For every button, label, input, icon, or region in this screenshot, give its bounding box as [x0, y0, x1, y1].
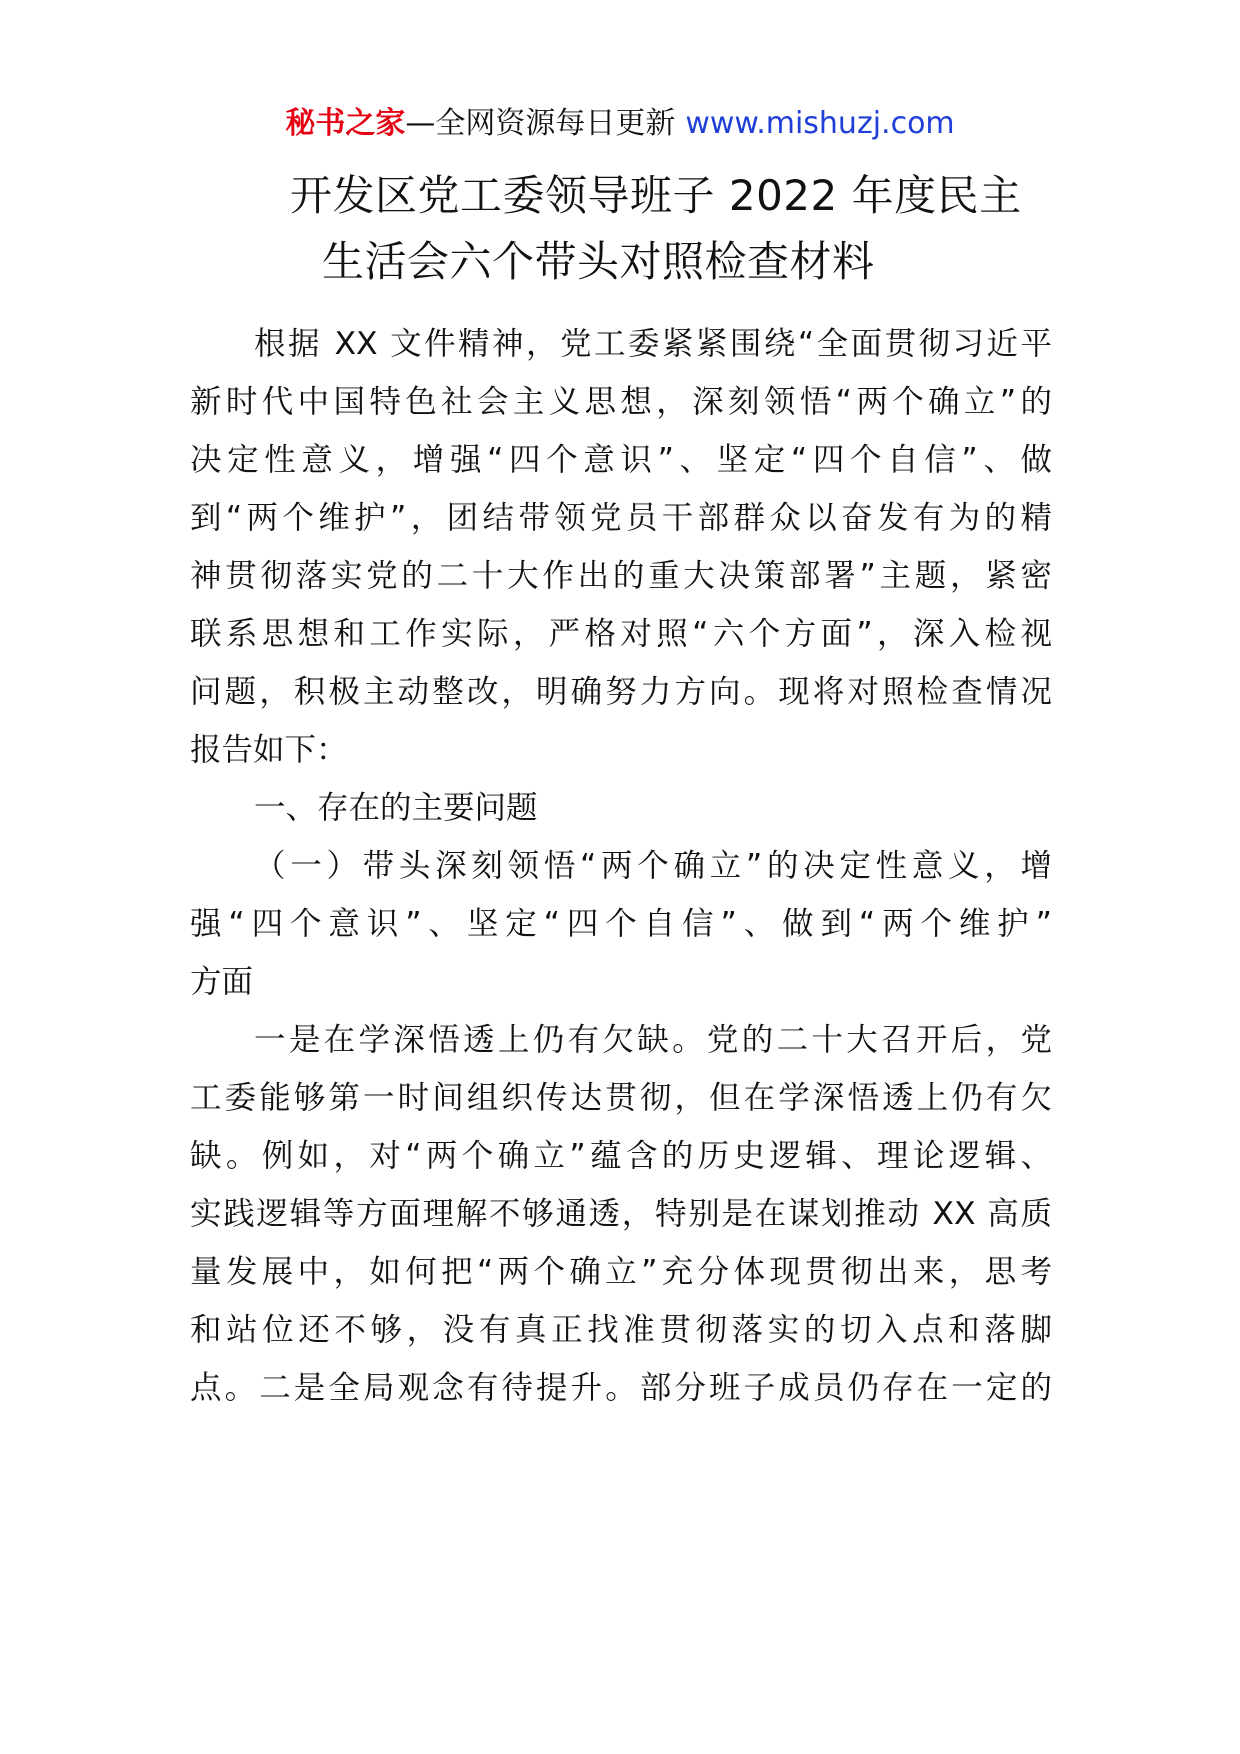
document-title-line-2: 生活会六个带头对照检查材料 — [322, 237, 875, 286]
body-line-2: 新时代中国特色社会主义思想，深刻领悟“两个确立”的 — [190, 384, 1052, 420]
brand-name: 秘书之家 — [285, 106, 406, 141]
subsection-heading-line-3: 方面 — [190, 964, 254, 1000]
section-heading-1: 一、存在的主要问题 — [254, 790, 538, 826]
body-line-13: 量发展中，如何把“两个确立”充分体现贯彻出来，思考 — [190, 1254, 1052, 1290]
body-line-8: 报告如下： — [190, 732, 348, 768]
body-line-15: 点。二是全局观念有待提升。部分班子成员仍存在一定的 — [190, 1370, 1052, 1406]
body-line-10: 工委能够第一时间组织传达贯彻，但在学深悟透上仍有欠 — [190, 1080, 1052, 1116]
body-line-14: 和站位还不够，没有真正找准贯彻落实的切入点和落脚 — [190, 1312, 1052, 1348]
subsection-heading-line-2: 强“四个意识”、坚定“四个自信”、做到“两个维护” — [190, 906, 1052, 942]
body-line-9: 一是在学深悟透上仍有欠缺。党的二十大召开后，党 — [254, 1022, 1052, 1058]
body-line-7: 问题，积极主动整改，明确努力方向。现将对照检查情况 — [190, 674, 1052, 710]
site-header — [0, 100, 1240, 148]
body-line-1: 根据 XX 文件精神，党工委紧紧围绕“全面贯彻习近平 — [254, 326, 1052, 362]
document-title-line-1: 开发区党工委领导班子 2022 年度民主 — [290, 171, 1022, 220]
body-line-5: 神贯彻落实党的二十大作出的重大决策部署”主题，紧密 — [190, 558, 1052, 594]
body-line-6: 联系思想和工作实际，严格对照“六个方面”，深入检视 — [190, 616, 1052, 652]
body-line-11: 缺。例如，对“两个确立”蕴含的历史逻辑、理论逻辑、 — [190, 1138, 1052, 1174]
body-line-12: 实践逻辑等方面理解不够通透，特别是在谋划推动 XX 高质 — [190, 1196, 1052, 1232]
site-url-link[interactable]: www.mishuzj.com — [685, 106, 955, 141]
body-line-4: 到“两个维护”，团结带领党员干部群众以奋发有为的精 — [190, 500, 1052, 536]
body-line-3: 决定性意义，增强“四个意识”、坚定“四个自信”、做 — [190, 442, 1052, 478]
subsection-heading-line-1: （一）带头深刻领悟“两个确立”的决定性意义，增 — [254, 848, 1052, 884]
header-slogan: —全网资源每日更新 — [405, 106, 676, 141]
